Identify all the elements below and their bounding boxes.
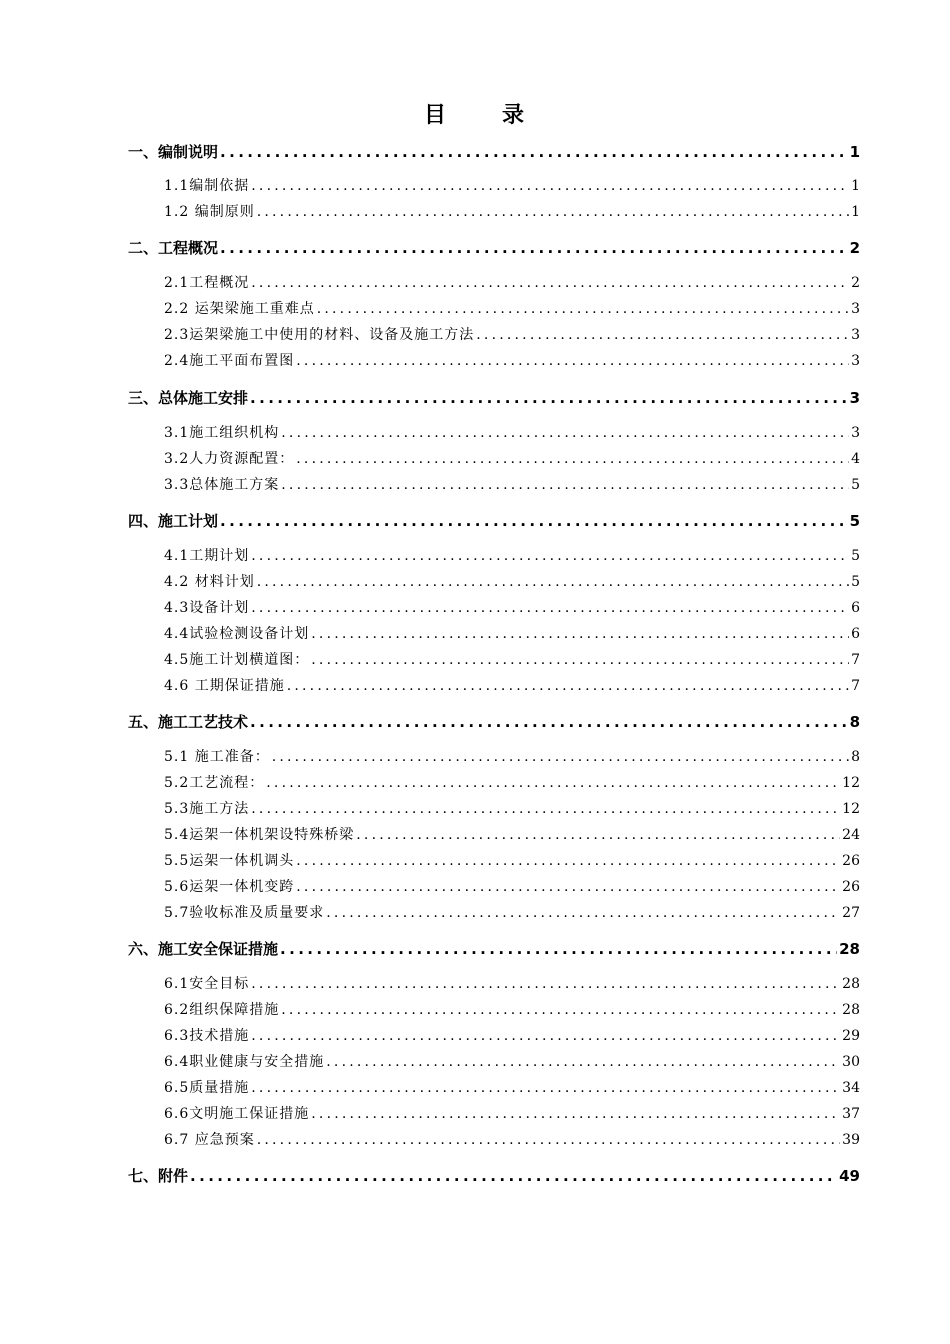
toc-entry-label: 4.2 材料计划 — [164, 574, 255, 590]
toc-page-number: 3 — [851, 301, 860, 317]
toc-subsection-entry[interactable] — [164, 324, 860, 346]
toc-dot-leader — [281, 422, 849, 444]
toc-page-number: 7 — [851, 652, 860, 668]
toc-page-number: 3 — [851, 353, 860, 369]
toc-dot-leader — [296, 448, 849, 470]
toc-subsection-entry[interactable] — [164, 272, 860, 294]
toc-page-number: 27 — [842, 905, 860, 921]
toc-entry-label: 6.6文明施工保证措施 — [164, 1106, 310, 1122]
toc-subsection-entry[interactable] — [164, 902, 860, 924]
toc-dot-leader — [311, 649, 849, 671]
toc-dot-leader — [251, 973, 840, 995]
toc-section-entry[interactable] — [128, 141, 860, 163]
toc-dot-leader — [326, 1051, 840, 1073]
toc-subsection-entry[interactable] — [164, 448, 860, 470]
toc-page-number: 8 — [849, 713, 860, 731]
toc-page-number: 3 — [851, 327, 860, 343]
toc-dot-leader — [250, 387, 848, 409]
toc-page-number: 6 — [851, 600, 860, 616]
toc-subsection-entry[interactable] — [164, 422, 860, 444]
toc-page-number: 28 — [842, 1002, 860, 1018]
toc-entry-label: 5.1 施工准备： — [164, 749, 270, 765]
toc-entry-label: 5.7验收标准及质量要求 — [164, 905, 325, 921]
toc-dot-leader — [311, 1103, 840, 1125]
toc-page-number: 4 — [851, 451, 860, 467]
toc-dot-leader — [251, 1077, 840, 1099]
toc-subsection-entry[interactable] — [164, 746, 860, 768]
toc-page-number: 5 — [849, 512, 860, 530]
toc-dot-leader — [281, 474, 849, 496]
toc-subsection-entry[interactable] — [164, 571, 860, 593]
toc-entry-label: 七、附件 — [128, 1167, 189, 1185]
toc-subsection-entry[interactable] — [164, 545, 860, 567]
toc-title-char-1: 目 — [423, 103, 448, 128]
toc-dot-leader — [272, 746, 849, 768]
toc-page-number: 28 — [842, 976, 860, 992]
toc-entry-label: 6.5质量措施 — [164, 1080, 250, 1096]
toc-dot-leader — [220, 510, 848, 532]
toc-dot-leader — [296, 850, 840, 872]
toc-entry-label: 2.1工程概况 — [164, 275, 250, 291]
toc-page-number: 6 — [851, 626, 860, 642]
toc-dot-leader — [296, 350, 849, 372]
toc-page-number: 2 — [851, 275, 860, 291]
toc-dot-leader — [220, 237, 848, 259]
toc-page-number: 30 — [842, 1054, 860, 1070]
toc-entry-label: 1.1编制依据 — [164, 178, 250, 194]
toc-dot-leader — [251, 1025, 840, 1047]
toc-subsection-entry[interactable] — [164, 623, 860, 645]
toc-dot-leader — [250, 711, 848, 733]
toc-subsection-entry[interactable] — [164, 824, 860, 846]
toc-subsection-entry[interactable] — [164, 350, 860, 372]
toc-entry-label: 4.1工期计划 — [164, 548, 250, 564]
toc-dot-leader — [251, 597, 849, 619]
toc-dot-leader — [220, 141, 848, 163]
toc-entry-label: 1.2 编制原则 — [164, 204, 255, 220]
toc-entry-label: 6.4职业健康与安全措施 — [164, 1054, 325, 1070]
toc-page-number: 3 — [849, 389, 860, 407]
toc-dot-leader — [266, 772, 840, 794]
toc-page-number: 29 — [842, 1028, 860, 1044]
toc-dot-leader — [251, 272, 849, 294]
toc-subsection-entry[interactable] — [164, 474, 860, 496]
toc-section-entry[interactable] — [128, 711, 860, 733]
toc-dot-leader — [287, 675, 849, 697]
toc-page-number: 28 — [839, 940, 860, 958]
toc-subsection-entry[interactable] — [164, 798, 860, 820]
toc-entry-label: 5.2工艺流程： — [164, 775, 265, 791]
toc-section-entry[interactable] — [128, 237, 860, 259]
toc-entry-label: 5.4运架一体机架设特殊桥梁 — [164, 827, 355, 843]
toc-subsection-entry[interactable] — [164, 675, 860, 697]
toc-entry-label: 4.3设备计划 — [164, 600, 250, 616]
toc-entry-label: 六、施工安全保证措施 — [128, 940, 279, 958]
toc-dot-leader — [251, 545, 849, 567]
toc-page-number: 34 — [842, 1080, 860, 1096]
toc-dot-leader — [257, 571, 849, 593]
toc-subsection-entry[interactable] — [164, 1103, 860, 1125]
toc-subsection-entry[interactable] — [164, 973, 860, 995]
toc-subsection-entry[interactable] — [164, 597, 860, 619]
toc-dot-leader — [356, 824, 840, 846]
toc-subsection-entry[interactable] — [164, 1051, 860, 1073]
toc-entry-label: 3.2人力资源配置： — [164, 451, 295, 467]
toc-entry-label: 二、工程概况 — [128, 239, 219, 257]
toc-entry-label: 6.2组织保障措施 — [164, 1002, 280, 1018]
toc-page-number: 39 — [842, 1132, 860, 1148]
toc-page-number: 12 — [842, 801, 860, 817]
toc-section-entry[interactable] — [128, 1165, 860, 1187]
toc-subsection-entry[interactable] — [164, 999, 860, 1021]
toc-entry-label: 4.6 工期保证措施 — [164, 678, 285, 694]
toc-page-number: 8 — [851, 749, 860, 765]
toc-dot-leader — [317, 298, 849, 320]
toc-dot-leader — [311, 623, 849, 645]
toc-entry-label: 五、施工工艺技术 — [128, 713, 249, 731]
toc-title-char-2: 录 — [502, 103, 527, 128]
toc-entry-label: 6.1安全目标 — [164, 976, 250, 992]
toc-page-number: 3 — [851, 425, 860, 441]
toc-entry-label: 4.5施工计划横道图： — [164, 652, 310, 668]
toc-dot-leader — [326, 902, 840, 924]
toc-page-number: 1 — [849, 143, 860, 161]
toc-entry-label: 5.6运架一体机变跨 — [164, 879, 295, 895]
toc-subsection-entry[interactable] — [164, 772, 860, 794]
toc-page-number: 37 — [842, 1106, 860, 1122]
toc-entry-label: 2.2 运架梁施工重难点 — [164, 301, 315, 317]
toc-entry-label: 5.5运架一体机调头 — [164, 853, 295, 869]
toc-section-entry[interactable] — [128, 510, 860, 532]
toc-subsection-entry[interactable] — [164, 1077, 860, 1099]
toc-section-entry[interactable] — [128, 387, 860, 409]
toc-entry-label: 3.3总体施工方案 — [164, 477, 280, 493]
toc-dot-leader — [476, 324, 849, 346]
toc-page-number: 26 — [842, 853, 860, 869]
toc-subsection-entry[interactable] — [164, 175, 860, 197]
toc-entry-label: 3.1施工组织机构 — [164, 425, 280, 441]
toc-entry-label: 三、总体施工安排 — [128, 389, 249, 407]
toc-subsection-entry[interactable] — [164, 1025, 860, 1047]
toc-subsection-entry[interactable] — [164, 298, 860, 320]
toc-page-number: 1 — [851, 178, 860, 194]
toc-page-number: 26 — [842, 879, 860, 895]
toc-page-number: 2 — [849, 239, 860, 257]
toc-page-number: 5 — [851, 574, 860, 590]
toc-entry-label: 6.7 应急预案 — [164, 1132, 255, 1148]
toc-page-number: 7 — [851, 678, 860, 694]
toc-page-number: 5 — [851, 548, 860, 564]
toc-dot-leader — [257, 1129, 840, 1151]
toc-entry-label: 四、施工计划 — [128, 512, 219, 530]
toc-dot-leader — [280, 938, 837, 960]
toc-entry-label: 2.3运架梁施工中使用的材料、设备及施工方法 — [164, 327, 475, 343]
toc-section-entry[interactable] — [128, 938, 860, 960]
toc-page-number: 12 — [842, 775, 860, 791]
toc-dot-leader — [257, 201, 849, 223]
toc-entry-label: 2.4施工平面布置图 — [164, 353, 295, 369]
toc-page-number: 5 — [851, 477, 860, 493]
toc-dot-leader — [296, 876, 840, 898]
toc-dot-leader — [190, 1165, 837, 1187]
toc-subsection-entry[interactable] — [164, 850, 860, 872]
toc-subsection-entry[interactable] — [164, 876, 860, 898]
toc-page-number: 24 — [842, 827, 860, 843]
toc-subsection-entry[interactable] — [164, 201, 860, 223]
toc-dot-leader — [251, 175, 849, 197]
toc-subsection-entry[interactable] — [164, 1129, 860, 1151]
toc-entry-label: 4.4试验检测设备计划 — [164, 626, 310, 642]
toc-page-number: 49 — [839, 1167, 860, 1185]
toc-page-number: 1 — [851, 204, 860, 220]
toc-entry-label: 一、编制说明 — [128, 143, 219, 161]
toc-subsection-entry[interactable] — [164, 649, 860, 671]
toc-entry-label: 5.3施工方法 — [164, 801, 250, 817]
toc-entry-label: 6.3技术措施 — [164, 1028, 250, 1044]
toc-dot-leader — [251, 798, 840, 820]
toc-dot-leader — [281, 999, 840, 1021]
